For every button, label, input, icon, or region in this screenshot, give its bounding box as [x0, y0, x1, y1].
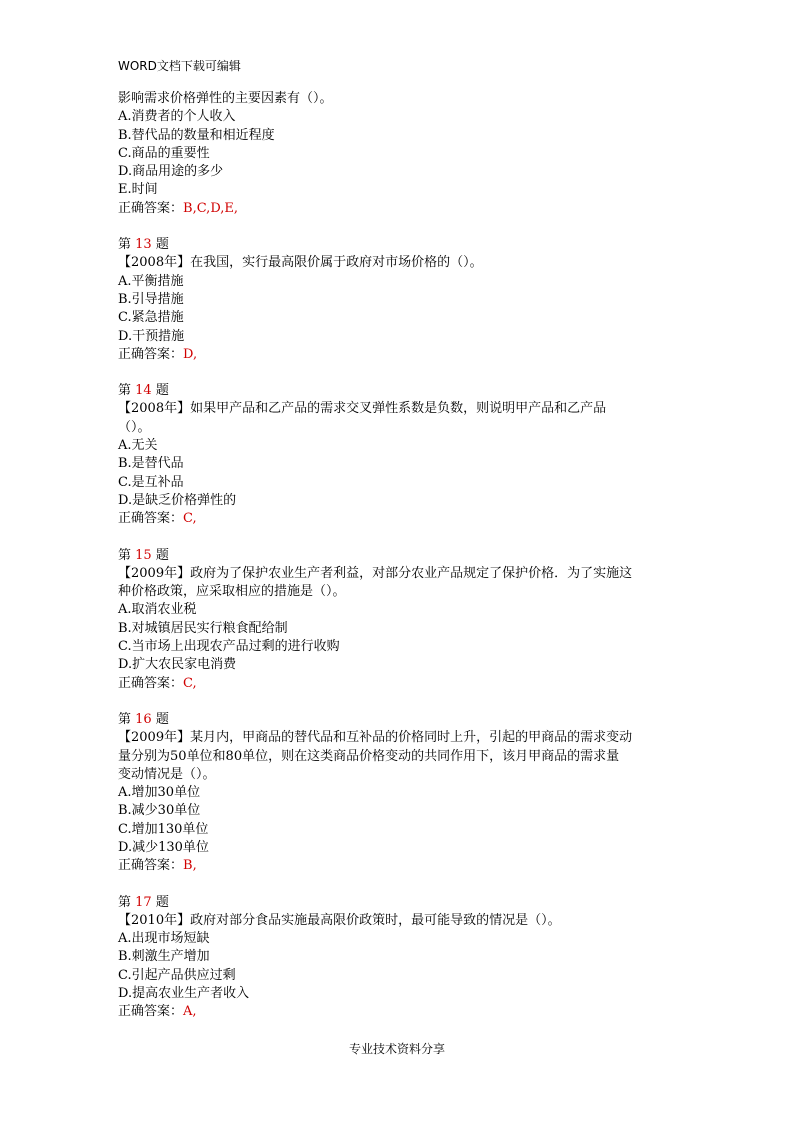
option-c: C.紧急措施: [118, 310, 184, 326]
question-block-17: [118, 894, 678, 1022]
question-title: 第 15 题: [118, 547, 169, 563]
answer-line: [118, 346, 678, 364]
answer-label: 正确答案：: [118, 346, 184, 362]
option-a: A.消费者的个人收入: [118, 109, 236, 125]
answer-value: B,C,D,E,: [183, 200, 239, 216]
question-year: 【2008年】: [118, 401, 191, 417]
answer-line: [118, 510, 678, 528]
option-a: A.平衡措施: [118, 273, 184, 289]
question-year: 【2010年】: [118, 912, 191, 928]
option-a: A.出现市场短缺: [118, 931, 210, 947]
question-text: 【2009年】某月内，甲商品的替代品和互补品的价格同时上升，引起的甲商品的需求变动: [118, 730, 633, 746]
option-d: D.干预措施: [118, 328, 185, 344]
question-number: 17: [135, 894, 152, 910]
question-text: 【2008年】如果甲产品和乙产品的需求交叉弹性系数是负数，则说明甲产品和乙产品: [118, 401, 607, 417]
option-c: C.引起产品供应过剩: [118, 967, 236, 983]
answer-line: [118, 675, 678, 693]
question-year: 【2009年】: [118, 730, 191, 746]
question-text-cont: 种价格政策，应采取相应的措施是（）。: [118, 584, 346, 600]
option-b: B.引导措施: [118, 291, 184, 307]
option-c: C.商品的重要性: [118, 145, 210, 161]
question-text: 【2008年】在我国，实行最高限价属于政府对市场价格的（）。: [118, 255, 483, 271]
answer-line: [118, 857, 678, 875]
question-title: 第 17 题: [118, 894, 169, 910]
question-text: 【2010年】政府对部分食品实施最高限价政策时，最可能导致的情况是（）。: [118, 912, 561, 928]
question-number: 14: [135, 383, 152, 399]
option-b: B.替代品的数量和相近程度: [118, 127, 275, 143]
option-c: C.增加130单位: [118, 821, 209, 837]
question-text-cont: （）。: [118, 419, 151, 435]
answer-label: 正确答案：: [118, 511, 184, 527]
answer-label: 正确答案：: [118, 675, 184, 691]
question-text: 影响需求价格弹性的主要因素有（）。: [118, 91, 333, 106]
answer-label: 正确答案：: [118, 858, 184, 874]
option-d: D.减少130单位: [118, 839, 209, 855]
option-a: A.无关: [118, 438, 158, 454]
answer-line: [118, 1003, 678, 1021]
document-page: [118, 58, 678, 1022]
question-year: 【2009年】: [118, 565, 191, 581]
answer-label: 正确答案：: [118, 1004, 184, 1020]
answer-line: [118, 200, 678, 218]
page-footer: 专业技术资料分享: [348, 1042, 445, 1056]
option-a: A.取消农业税: [118, 602, 197, 618]
question-number: 15: [135, 547, 152, 563]
option-d: D.是缺乏价格弹性的: [118, 492, 237, 508]
answer-label: 正确答案：: [118, 200, 184, 216]
option-d: D.扩大农民家电消费: [118, 657, 237, 673]
question-text: 【2009年】政府为了保护农业生产者利益，对部分农业产品规定了保护价格．为了实施这: [118, 565, 633, 581]
option-e: E.时间: [118, 182, 158, 198]
question-year: 【2008年】: [118, 255, 191, 271]
question-text-cont: 变动情况是（）。: [118, 766, 216, 782]
page-header: WORD文档下载可编辑: [118, 59, 241, 73]
question-title: 第 14 题: [118, 383, 169, 399]
question-block-intro: [118, 90, 678, 218]
option-b: B.是替代品: [118, 456, 184, 472]
answer-value: D,: [183, 346, 198, 362]
question-title: 第 13 题: [118, 237, 169, 253]
option-b: B.刺激生产增加: [118, 949, 210, 965]
question-block-13: [118, 236, 678, 364]
question-block-16: [118, 711, 678, 876]
option-d: D.提高农业生产者收入: [118, 986, 250, 1002]
question-title: 第 16 题: [118, 711, 169, 727]
option-b: B.减少30单位: [118, 803, 201, 819]
answer-value: C,: [183, 511, 197, 527]
question-text-cont: 量分别为50单位和80单位，则在这类商品价格变动的共同作用下，该月甲商品的需求量: [118, 748, 620, 764]
option-d: D.商品用途的多少: [118, 164, 224, 180]
question-number: 13: [135, 237, 152, 253]
option-a: A.增加30单位: [118, 785, 201, 801]
question-block-15: [118, 547, 678, 693]
answer-value: B,: [183, 858, 197, 874]
option-c: C.是互补品: [118, 474, 184, 490]
answer-value: A,: [183, 1004, 197, 1020]
option-c: C.当市场上出现农产品过剩的进行收购: [118, 639, 340, 655]
question-number: 16: [135, 711, 152, 727]
question-block-14: [118, 382, 678, 528]
option-b: B.对城镇居民实行粮食配给制: [118, 620, 288, 636]
answer-value: C,: [183, 675, 197, 691]
